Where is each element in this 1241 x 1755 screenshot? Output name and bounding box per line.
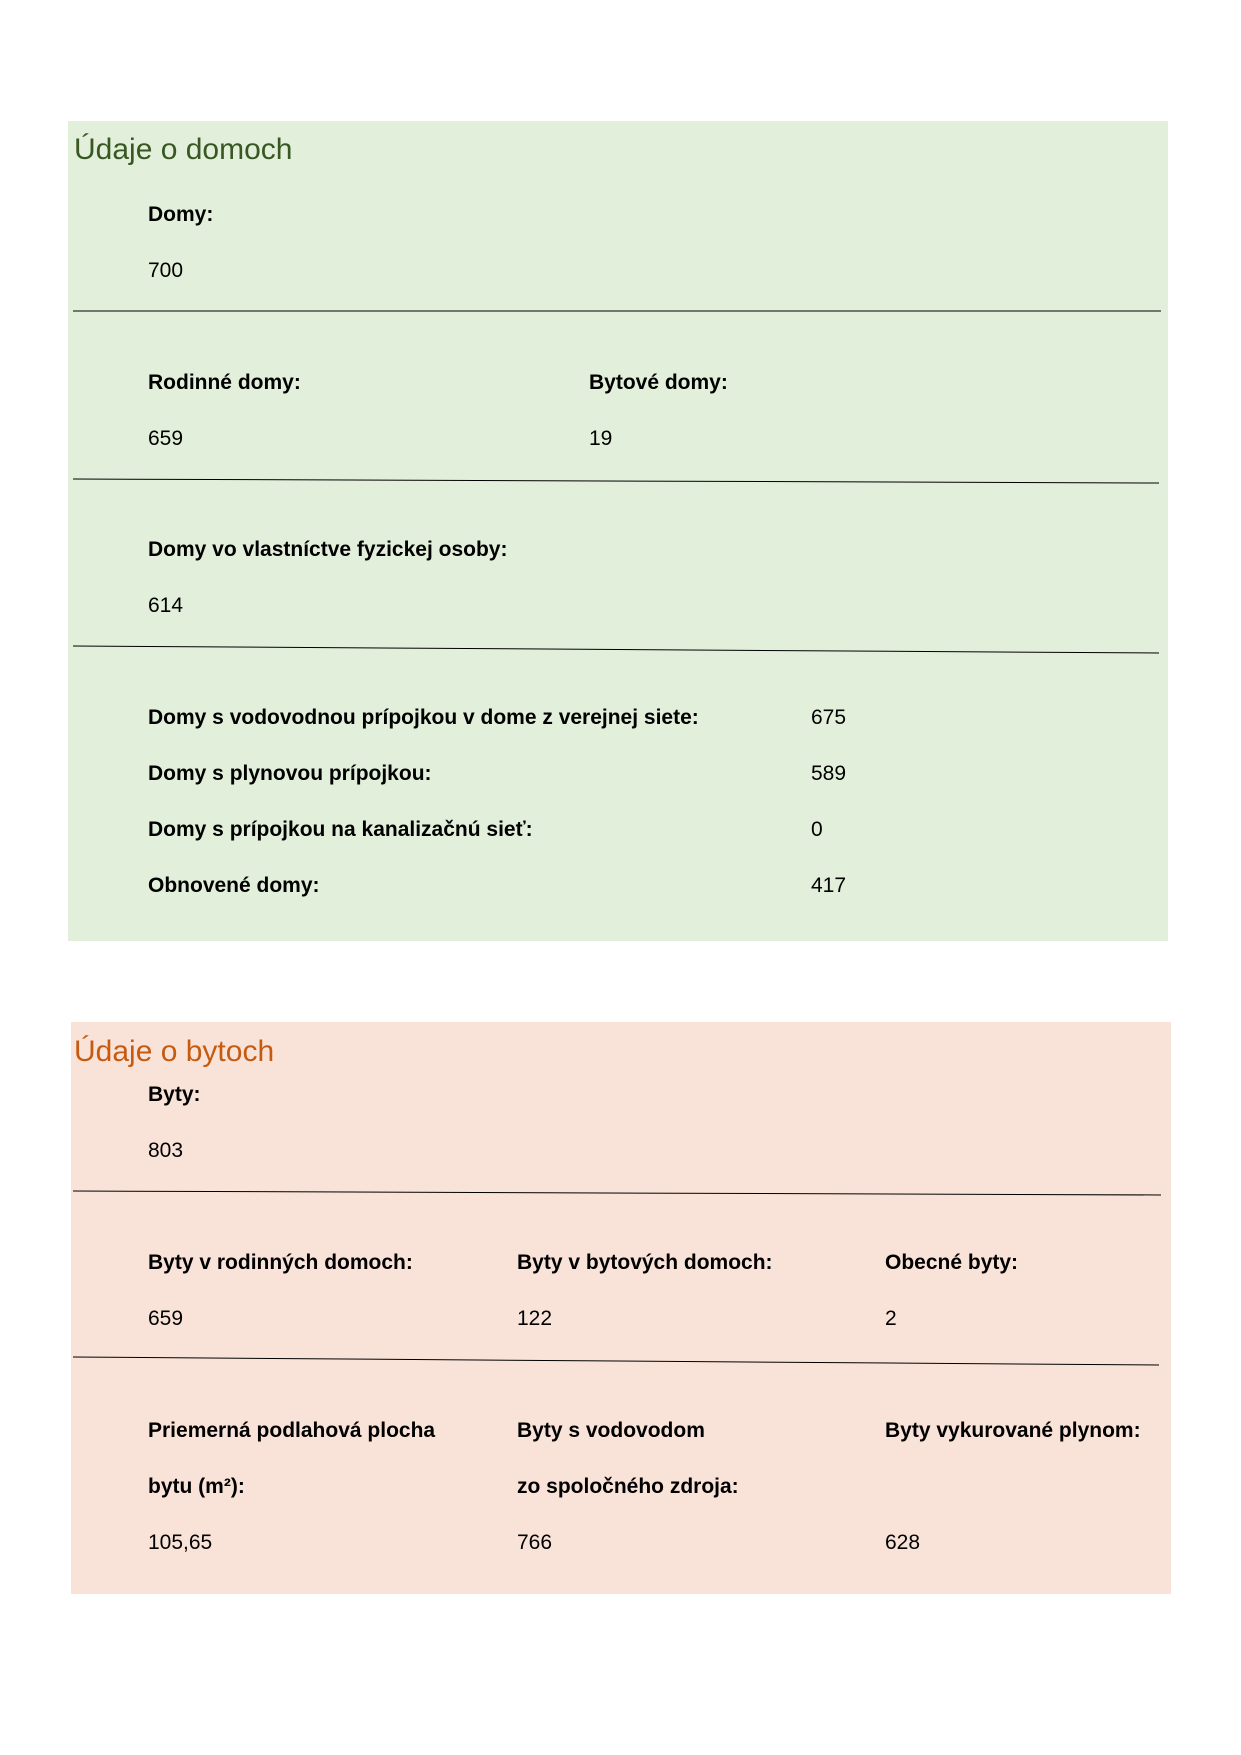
detail-label: Domy s plynovou prípojkou: bbox=[148, 762, 432, 785]
detail-value: 0 bbox=[811, 818, 823, 841]
gas-heated-flats-value: 628 bbox=[885, 1531, 921, 1554]
private-owner-houses-label: Domy vo vlastníctve fyzickej osoby: bbox=[148, 538, 508, 561]
water-supply-flats-label: Byty s vodovodom bbox=[517, 1419, 705, 1442]
municipal-flats-value: 2 bbox=[885, 1307, 897, 1330]
flats-total-value: 803 bbox=[148, 1139, 184, 1162]
detail-value: 589 bbox=[811, 762, 847, 785]
flats-family-houses-label: Byty v rodinných domoch: bbox=[148, 1251, 413, 1274]
average-floor-area-value: 105,65 bbox=[148, 1531, 213, 1554]
flats-section-title: Údaje o bytoch bbox=[74, 1035, 275, 1068]
flats-apartment-houses-label: Byty v bytových domoch: bbox=[517, 1251, 773, 1274]
detail-value: 675 bbox=[811, 706, 847, 729]
houses-total-label: Domy: bbox=[148, 203, 214, 226]
houses-total-value: 700 bbox=[148, 259, 184, 282]
flats-apartment-houses-value: 122 bbox=[517, 1307, 553, 1330]
water-supply-flats-label-line2: zo spoločného zdroja: bbox=[517, 1475, 739, 1498]
detail-label: Domy s prípojkou na kanalizačnú sieť: bbox=[148, 818, 533, 841]
detail-label: Domy s vodovodnou prípojkou v dome z verejnej siete: bbox=[148, 706, 699, 729]
houses-section-title: Údaje o domoch bbox=[74, 133, 293, 166]
private-owner-houses-value: 614 bbox=[148, 594, 184, 617]
flats-family-houses-value: 659 bbox=[148, 1307, 184, 1330]
average-floor-area-label: Priemerná podlahová plocha bbox=[148, 1419, 436, 1442]
municipal-flats-label: Obecné byty: bbox=[885, 1251, 1019, 1274]
gas-heated-flats-label: Byty vykurované plynom: bbox=[885, 1419, 1141, 1442]
family-houses-value: 659 bbox=[148, 427, 184, 450]
flats-section bbox=[71, 1022, 1171, 1594]
water-supply-flats-value: 766 bbox=[517, 1531, 553, 1554]
average-floor-area-label-line2: bytu (m²): bbox=[148, 1475, 245, 1498]
flats-total-label: Byty: bbox=[148, 1083, 201, 1106]
apartment-houses-value: 19 bbox=[589, 427, 613, 450]
detail-label: Obnovené domy: bbox=[148, 874, 320, 897]
family-houses-label: Rodinné domy: bbox=[148, 371, 301, 394]
detail-value: 417 bbox=[811, 874, 847, 897]
apartment-houses-label: Bytové domy: bbox=[589, 371, 728, 394]
